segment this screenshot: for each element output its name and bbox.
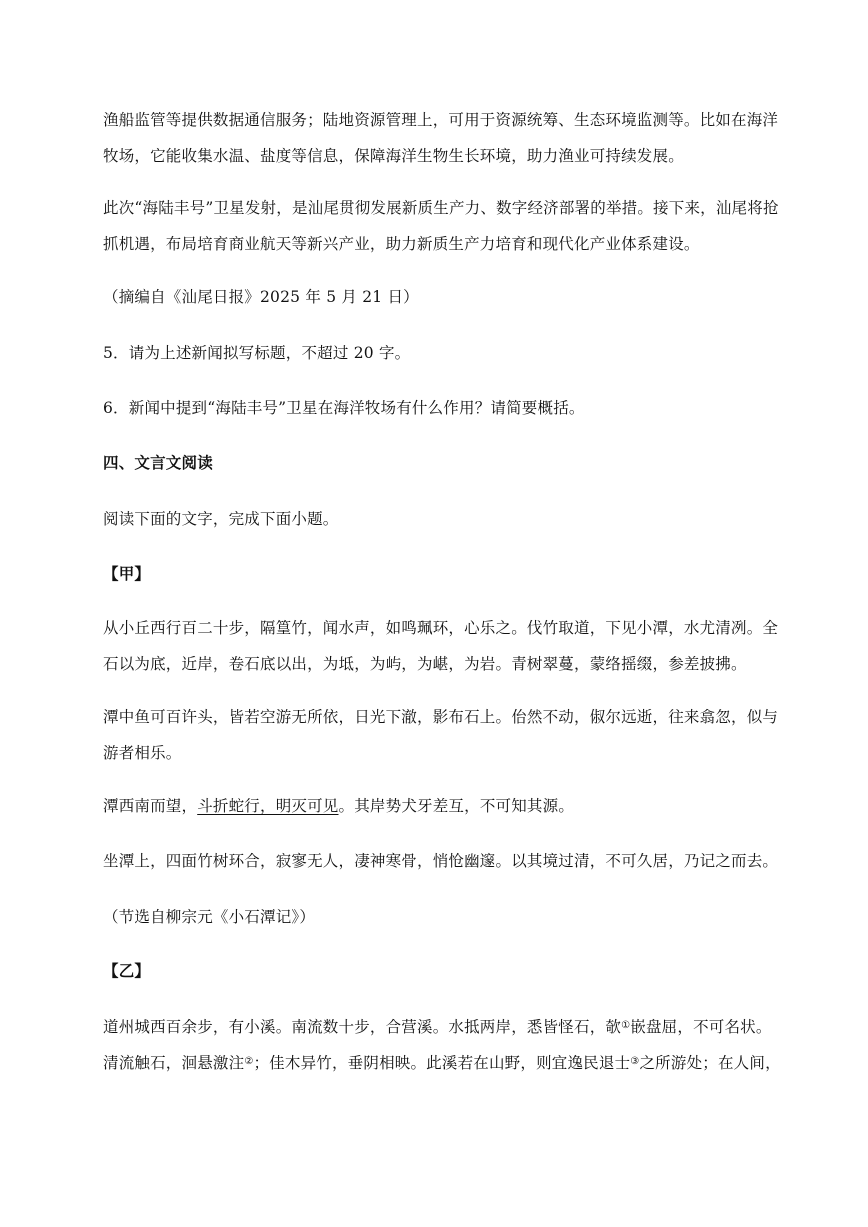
news-paragraph-1-line-2: 牧场，它能收集水温、盐度等信息，保障海洋生物生长环境，助力渔业可持续发展。 (103, 147, 684, 165)
passage-jia-label: 【甲】 (103, 564, 151, 583)
jia-paragraph-1-line-2: 石以为底，近岸，卷石底以出，为坻，为屿，为嵁，为岩。青树翠蔓，蒙络摇缀，参差披拂。 (103, 655, 747, 673)
footnote-marker-2: ② (244, 1056, 254, 1067)
jia-paragraph-2-line-2: 游者相乐。 (103, 744, 182, 762)
news-paragraph-1-line-1: 渔船监管等提供数据通信服务；陆地资源管理上，可用于资源统筹、生态环境监测等。比如在海洋 (103, 111, 779, 129)
jia-underlined-phrase: 斗折蛇行，明灭可见 (197, 797, 339, 815)
jia-paragraph-4: 坐潭上，四面竹树环合，寂寥无人，凄神寒骨，悄怆幽邃。以其境过清，不可久居，乃记之而去。 (103, 852, 779, 870)
jia-paragraph-3-post: 。其岸势犬牙差互，不可知其源。 (338, 797, 575, 815)
jia-paragraph-2-line-1: 潭中鱼可百许头，皆若空游无所依，日光下澈，影布石上。佁然不动，俶尔远逝，往来翕忽，似与 (103, 708, 779, 726)
yi-line-2-part-c: 之所游处；在人间， (639, 1054, 781, 1072)
question-5: 5．请为上述新闻拟写标题，不超过 20 字。 (103, 344, 411, 362)
section-instruction: 阅读下面的文字，完成下面小题。 (103, 510, 339, 528)
passage-yi-label: 【乙】 (103, 961, 151, 980)
news-paragraph-2-line-1: 此次“海陆丰号”卫星发射，是汕尾贯彻发展新质生产力、数字经济部署的举措。接下来，汕尾将抢 (103, 199, 779, 217)
yi-line-2 (103, 1051, 781, 1074)
yi-line-1 (103, 1015, 773, 1038)
yi-line-1-part-a: 道州城西百余步，有小溪。南流数十步，合营溪。水抵两岸，悉皆怪石，欹 (103, 1018, 622, 1036)
jia-paragraph-3 (103, 795, 773, 817)
footnote-marker-3: ③ (630, 1056, 640, 1067)
news-source: （摘编自《汕尾日报》2025 年 5 月 21 日） (103, 288, 419, 306)
jia-paragraph-3-pre: 潭西南而望， (103, 797, 198, 815)
yi-line-1-part-b: 嵌盘屈，不可名状。 (630, 1018, 772, 1036)
footnote-marker-1: ① (621, 1020, 631, 1031)
news-paragraph-2-line-2: 抓机遇，布局培育商业航天等新兴产业，助力新质生产力培育和现代化产业体系建设。 (103, 235, 700, 253)
yi-line-2-part-a: 清流触石，洄悬激注 (103, 1054, 245, 1072)
question-6: 6．新闻中提到“海陆丰号”卫星在海洋牧场有什么作用？请简要概括。 (103, 399, 585, 417)
jia-paragraph-1-line-1: 从小丘西行百二十步，隔篁竹，闻水声，如鸣珮环，心乐之。伐竹取道，下见小潭，水尤清冽。全 (103, 619, 779, 637)
yi-line-2-part-b: ；佳木异竹，垂阴相映。此溪若在山野，则宜逸民退士 (253, 1054, 631, 1072)
jia-source: （节选自柳宗元《小石潭记》） (103, 908, 316, 926)
section-heading: 四、文言文阅读 (103, 453, 213, 472)
